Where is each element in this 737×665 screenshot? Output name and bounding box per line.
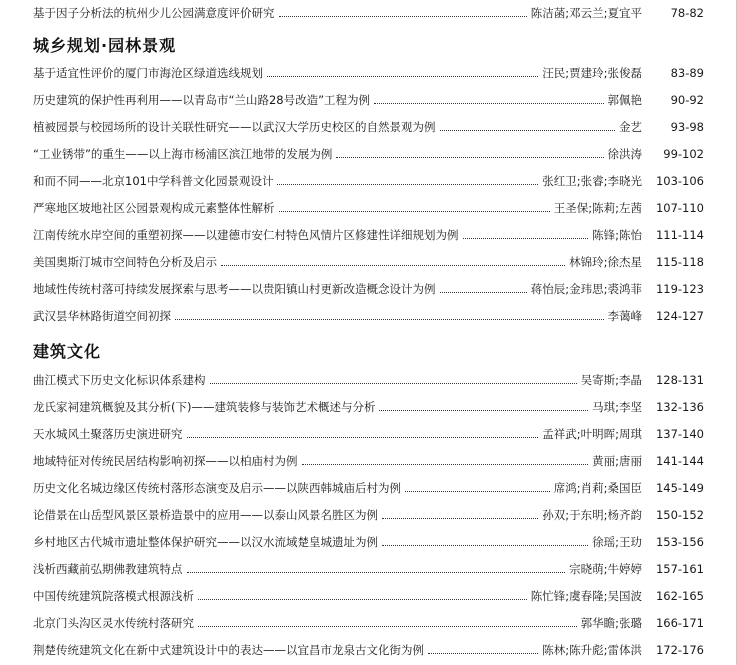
entry-pages: 83-89 (670, 66, 704, 80)
entry-authors: 孙双;于东明;杨齐韵 (542, 508, 642, 522)
entry-title: 地域性传统村落可持续发展探索与思考——以贵阳镇山村更新改造概念设计为例 (33, 282, 436, 296)
dot-leader (440, 292, 527, 293)
entry-pages: 78-82 (670, 6, 704, 20)
entry-title: “工业锈带”的重生——以上海市杨浦区滨江地带的发展为例 (33, 147, 333, 161)
entry-title: 荆楚传统建筑文化在新中式建筑设计中的表达——以宜昌市龙泉古文化街为例 (33, 643, 424, 657)
entry-pages: 166-171 (655, 616, 704, 630)
entry-pages: 103-106 (655, 174, 704, 188)
toc-entry (33, 583, 704, 603)
entry-title: 江南传统水岸空间的重塑初探——以建德市安仁村特色风情片区修建性详细规划为例 (33, 228, 459, 242)
toc-entry (33, 448, 704, 468)
toc-entry (33, 60, 704, 80)
entry-pages: 128-131 (655, 373, 704, 387)
toc-entry (33, 502, 704, 522)
toc-entry (33, 637, 704, 657)
entry-authors: 汪民;贾建玲;张俊磊 (542, 66, 642, 80)
toc-entry (33, 114, 704, 134)
entry-pages: 162-165 (655, 589, 704, 603)
toc-entry (33, 0, 704, 20)
entry-authors: 金艺 (619, 120, 642, 134)
toc-entry (33, 303, 704, 323)
entry-title: 浅析西藏前弘期佛教建筑特点 (33, 562, 183, 576)
entry-pages: 172-176 (655, 643, 704, 657)
entry-title: 龙氏家祠建筑概貌及其分析(下)——建筑装修与装饰艺术概述与分析 (33, 400, 376, 414)
entry-title: 论借景在山岳型风景区景桥造景中的应用——以泰山风景名胜区为例 (33, 508, 378, 522)
entry-authors: 王圣保;陈莉;左茜 (553, 201, 642, 215)
entry-authors: 郭佩艳 (607, 93, 642, 107)
entry-pages: 145-149 (655, 481, 704, 495)
entry-pages: 132-136 (655, 400, 704, 414)
dot-leader (277, 184, 538, 185)
dot-leader (379, 410, 588, 411)
entry-title: 历史建筑的保护性再利用——以青岛市“兰山路28号改造”工程为例 (33, 93, 371, 107)
dot-leader (428, 653, 538, 654)
entry-title: 美国奥斯汀城市空间特色分析及启示 (33, 255, 217, 269)
toc-entry (33, 168, 704, 188)
entry-pages: 107-110 (655, 201, 704, 215)
entry-title: 严寒地区坡地社区公园景观构成元素整体性解析 (33, 201, 275, 215)
entry-title: 北京门头沟区灵水传统村落研究 (33, 616, 194, 630)
toc-entry (33, 276, 704, 296)
entry-authors: 马琪;李坚 (592, 400, 642, 414)
entry-authors: 黄丽;唐丽 (592, 454, 642, 468)
dot-leader (382, 518, 538, 519)
section-heading: 建筑文化 (33, 342, 102, 361)
entry-title: 基于适宜性评价的厦门市海沧区绿道选线规划 (33, 66, 263, 80)
toc-entry (33, 421, 704, 441)
entry-pages: 150-152 (655, 508, 704, 522)
entry-authors: 陈锋;陈怡 (592, 228, 642, 242)
dot-leader (221, 265, 565, 266)
entry-pages: 124-127 (655, 309, 704, 323)
entry-pages: 141-144 (655, 454, 704, 468)
toc-entry (33, 610, 704, 630)
entry-title: 曲江模式下历史文化标识体系建构 (33, 373, 206, 387)
entry-authors: 张红卫;张睿;李晓光 (542, 174, 642, 188)
toc-entry (33, 394, 704, 414)
toc-entry (33, 367, 704, 387)
entry-title: 天水城风土聚落历史演进研究 (33, 427, 183, 441)
dot-leader (374, 103, 603, 104)
entry-authors: 陈洁菡;邓云兰;夏宜平 (530, 6, 642, 20)
entry-pages: 115-118 (655, 255, 704, 269)
entry-authors: 徐瑶;王玏 (592, 535, 642, 549)
entry-authors: 陈林;陈升彪;雷体洪 (542, 643, 642, 657)
toc-entry (33, 222, 704, 242)
entry-pages: 137-140 (655, 427, 704, 441)
dot-leader (210, 383, 577, 384)
entry-pages: 99-102 (663, 147, 704, 161)
entry-authors: 徐洪涛 (607, 147, 642, 161)
dot-leader (336, 157, 603, 158)
entry-authors: 陈忙锋;虞春隆;吴国波 (530, 589, 642, 603)
entry-authors: 孟祥武;叶明晖;周琪 (542, 427, 642, 441)
entry-pages: 119-123 (655, 282, 704, 296)
entry-title: 历史文化名城边缘区传统村落形态演变及启示——以陕西韩城庙后村为例 (33, 481, 401, 495)
toc-entry (33, 475, 704, 495)
toc-entry (33, 141, 704, 161)
entry-pages: 90-92 (670, 93, 704, 107)
toc-entry (33, 556, 704, 576)
dot-leader (302, 464, 589, 465)
dot-leader (187, 572, 566, 573)
dot-leader (463, 238, 589, 239)
entry-title: 乡村地区古代城市遗址整体保护研究——以汉水流域楚皇城遗址为例 (33, 535, 378, 549)
dot-leader (279, 16, 527, 17)
entry-authors: 吴寄斯;李晶 (580, 373, 642, 387)
dot-leader (175, 319, 604, 320)
entry-title: 武汉昙华林路街道空间初探 (33, 309, 171, 323)
entry-pages: 111-114 (655, 228, 704, 242)
dot-leader (279, 211, 550, 212)
entry-authors: 席鸿;肖莉;桑国臣 (553, 481, 642, 495)
section-heading: 城乡规划·园林景观 (33, 36, 177, 55)
toc-entry (33, 529, 704, 549)
toc-entry (33, 249, 704, 269)
toc-entry (33, 195, 704, 215)
dot-leader (405, 491, 550, 492)
entry-authors: 林锦玲;徐杰星 (569, 255, 642, 269)
entry-authors: 宗晓萌;牛婷婷 (569, 562, 642, 576)
entry-authors: 蒋怡辰;金玮思;裘鸿菲 (530, 282, 642, 296)
entry-pages: 93-98 (670, 120, 704, 134)
entry-pages: 153-156 (655, 535, 704, 549)
toc-entry (33, 87, 704, 107)
entry-title: 植被园景与校园场所的设计关联性研究——以武汉大学历史校区的自然景观为例 (33, 120, 436, 134)
dot-leader (267, 76, 538, 77)
entry-title: 中国传统建筑院落模式根源浅析 (33, 589, 194, 603)
dot-leader (198, 599, 527, 600)
entry-title: 基于因子分析法的杭州少儿公园满意度评价研究 (33, 6, 275, 20)
entry-pages: 157-161 (655, 562, 704, 576)
entry-title: 地域特征对传统民居结构影响初探——以柏庙村为例 (33, 454, 298, 468)
entry-authors: 郭华瞻;张璐 (580, 616, 642, 630)
dot-leader (382, 545, 588, 546)
entry-title: 和而不同——北京101中学科普文化园景观设计 (33, 174, 274, 188)
dot-leader (440, 130, 616, 131)
entry-authors: 李蔼峰 (607, 309, 642, 323)
dot-leader (187, 437, 539, 438)
dot-leader (198, 626, 577, 627)
